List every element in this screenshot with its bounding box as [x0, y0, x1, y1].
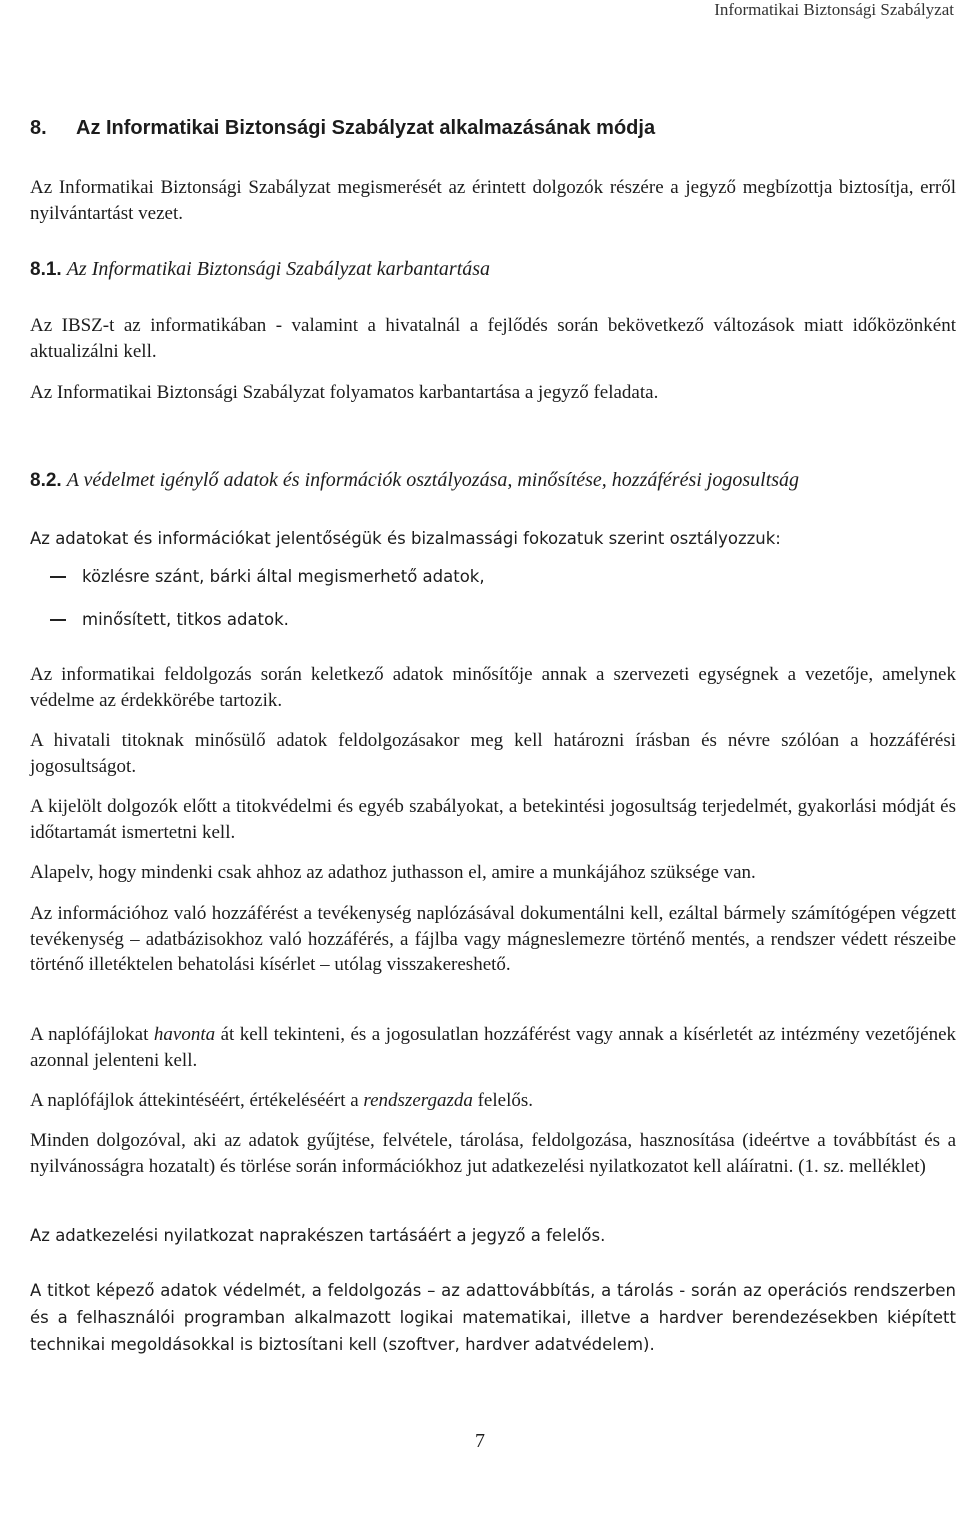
- list-item: minősített, titkos adatok.: [82, 607, 289, 632]
- paragraph-classification-lead: Az adatokat és információkat jelentőségük és bizalmassági fokozatuk szerint osztályozzuk:: [30, 529, 781, 548]
- section-heading: [30, 117, 655, 140]
- intro-paragraph: Az Informatikai Biztonsági Szabályzat megismerését az érintett dolgozók részére a jegyző megbízottja biztosítja, erről nyilvántartást vezet.: [30, 177, 956, 224]
- dash-bullet-icon: [50, 619, 66, 621]
- paragraph-qualifier: Az informatikai feldolgozás során keletkező adatok minősítője annak a szervezeti egységnek a vezetője, amelynek védelme az érdekkörébe tartozik.: [30, 664, 956, 711]
- subsection-heading-8-1: [30, 258, 490, 281]
- paragraph-logging: Az információhoz való hozzáférést a tevékenység naplózásával dokumentálni kell, ezáltal bármely számítógépen végzett tevékenység – adatbázisokhoz való hozzáférés, a fájlba vagy mágneslemezre történő mentés, a rendszer védett részeibe történő illetéktelen behatolási kísérlet – utólag visszakereshető.: [30, 903, 956, 975]
- paragraph-principle: Alapelv, hogy mindenki csak ahhoz az adathoz juthasson el, amire a munkájához szüksége van.: [30, 862, 756, 883]
- subsection-number: 8.1.: [30, 259, 62, 280]
- paragraph-declaration-upkeep: Az adatkezelési nyilatkozat naprakészen tartásáért a jegyző a felelős.: [30, 1226, 606, 1245]
- paragraph-declaration: Minden dolgozóval, aki az adatok gyűjtése, felvétele, tárolása, feldolgozása, hasznosítása (ideértve a továbbítást és a nyilvánosságra hozatalt) és törlése során információkhoz jut adatkezelési nyilatkozatot kell aláíratni. (1. sz. melléklet): [30, 1130, 956, 1177]
- list-item: közlésre szánt, bárki által megismerhető adatok,: [82, 564, 485, 589]
- subsection-title: Az Informatikai Biztonsági Szabályzat karbantartása: [66, 258, 491, 280]
- paragraph-ibsz-update: Az IBSZ-t az informatikában - valamint a hivatalnál a fejlődés során bekövetkező változások miatt időközönként aktualizálni kell.: [30, 315, 956, 362]
- page-number: 7: [475, 1430, 485, 1452]
- paragraph-rules: A kijelölt dolgozók előtt a titokvédelmi és egyéb szabályokat, a betekintési jogosultság terjedelmét, gyakorlási módját és időtartamát ismertetni kell.: [30, 796, 956, 843]
- running-header: Informatikai Biztonsági Szabályzat: [714, 0, 954, 19]
- dash-bullet-icon: [50, 576, 66, 578]
- subsection-number: 8.2.: [30, 470, 62, 491]
- subsection-title: A védelmet igénylő adatok és információk osztályozása, minősítése, hozzáférési jogosultság: [66, 469, 800, 491]
- paragraph-technical-protection: A titkot képező adatok védelmét, a feldolgozás – az adattovábbítás, a tárolás - során az operációs rendszerben és a felhasználói programban alkalmazott logikai matematikai, illetve a hardver berendezésekben kiépített technikai megoldásokkal is biztosítani kell (szoftver, hardver adatvédelem).: [30, 1281, 956, 1354]
- paragraph-log-review: A naplófájlokat havonta át kell tekinteni, és a jogosulatlan hozzáférést vagy annak a kísérletét az intézmény vezetőjének azonnal jelenteni kell.: [30, 1024, 957, 1071]
- paragraph-access-rights: A hivatali titoknak minősülő adatok feldolgozásakor meg kell határozni írásban és névre szólóan a hozzáférési jogosultságot.: [30, 730, 956, 777]
- subsection-heading-8-2: [30, 469, 799, 492]
- paragraph-maintenance: Az Informatikai Biztonsági Szabályzat folyamatos karbantartása a jegyző feladata.: [30, 382, 659, 403]
- section-title: Az Informatikai Biztonsági Szabályzat alkalmazásának módja: [76, 117, 656, 139]
- section-number: 8.: [30, 117, 47, 139]
- paragraph-admin-responsibility: A naplófájlok áttekintéséért, értékeléséért a rendszergazda felelős.: [30, 1090, 533, 1111]
